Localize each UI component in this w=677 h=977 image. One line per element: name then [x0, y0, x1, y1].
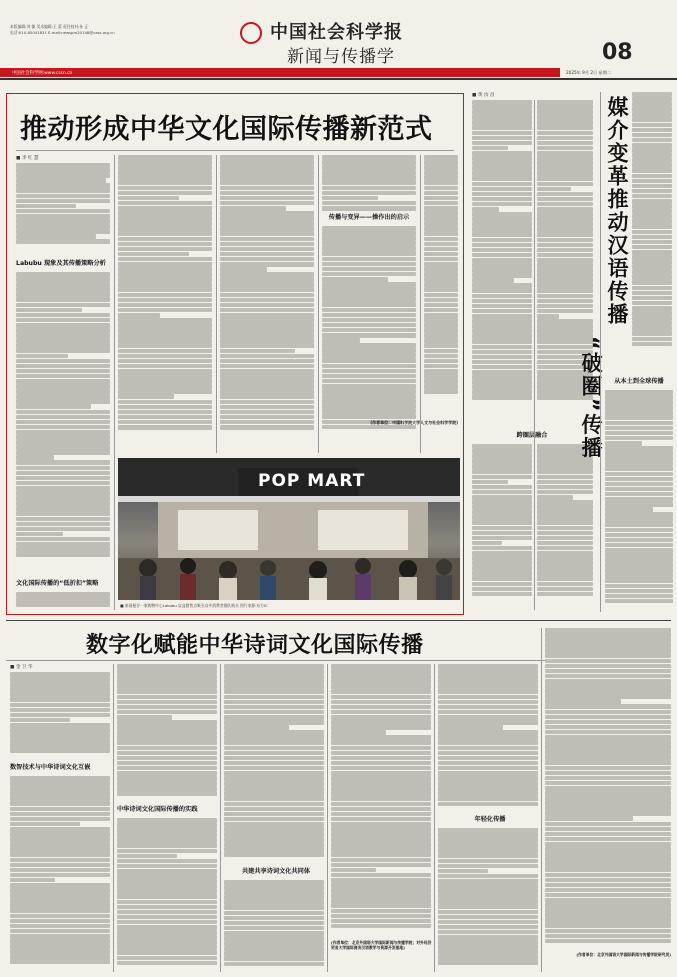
page-number: 08 [602, 40, 633, 65]
editor-info: 本版编辑:刘 婕 美术编辑:王 蒙 责任校对:孙 正 电话:010-85041831 E-mail:newspre20148@cass.org.cn [10, 24, 115, 35]
paper-name: 中国社会科学报 [270, 22, 403, 43]
article-1-col5-text [424, 155, 458, 415]
article-1-col3-text [220, 155, 314, 453]
article-3-colD-text [331, 664, 431, 939]
article-1-photo [118, 458, 460, 600]
masthead [0, 0, 677, 80]
article-3-subheading-2: 中华诗词文化国际传播的实践 [117, 806, 198, 813]
col-divider [113, 664, 114, 972]
col-divider [541, 628, 542, 972]
article-1-author-note: (作者单位：中国科学院大学人文与社会科学学院) [370, 420, 458, 425]
masthead-rule [0, 78, 677, 80]
newspaper-logo-icon [240, 22, 262, 44]
article-1-col4-text-top [322, 155, 416, 211]
article-2-col1-text-2 [472, 444, 532, 610]
article-3-subheading-3: 共建共享诗词文化共同体 [241, 868, 311, 875]
website-bar [0, 68, 560, 77]
article-1-col1-text-3 [16, 592, 110, 612]
article-2-headline-line2: “破圈”传播 [579, 336, 603, 460]
article-1-headline: 推动形成中华文化国际传播新范式 [20, 114, 433, 145]
article-1-headline-rule [16, 150, 454, 151]
col-divider [600, 92, 601, 612]
col-divider [216, 155, 217, 453]
article-3-author-note-2: (作者单位：北京外国语大学国际新闻与传播学院研究员) [576, 952, 671, 957]
col-divider [318, 155, 319, 453]
article-1-col1-text [16, 163, 110, 255]
col-divider [534, 100, 535, 610]
section-title: 新闻与传播学 [287, 47, 395, 67]
article-3-subheading-4: 年轻化传播 [474, 816, 506, 823]
article-1-photo-caption: ■ 泰国曼谷一家购物中心Labubu 盲盒销售点吸引众多消费者排队购买 图片来源:东方IC [120, 603, 268, 608]
article-3-author-note-1: (作者单位：北京外国语大学国际新闻与传播学院；对外经济贸易大学国际商务汉语教学与资源开发基地) [331, 940, 432, 950]
article-1-subheading-2: 文化国际传播的“低折扣”策略 [16, 580, 99, 587]
col-divider [220, 664, 221, 972]
section-rule [6, 620, 671, 621]
article-1-col2-text [118, 155, 212, 453]
article-3-author: ■ 金 卫 华 [10, 665, 33, 670]
article-1-col1-text-2 [16, 272, 110, 578]
article-3-colB-text [117, 664, 217, 804]
article-3-colE-text-2 [438, 828, 538, 971]
article-3-colA-text-2 [10, 776, 110, 971]
article-2-col3-text [632, 92, 672, 372]
col-divider [327, 664, 328, 972]
photo-sign: POP MART [258, 471, 366, 491]
article-3-subheading-1: 数智技术与中华诗词文化互嵌 [10, 764, 91, 771]
article-3-colF-text [545, 628, 671, 948]
article-3-colA-text [10, 672, 110, 762]
article-2-author: ■ 黄 汝 昌 [472, 93, 495, 98]
website: 中国社会科学网:www.cssn.cn [12, 70, 73, 76]
article-3-colC-text-2 [224, 880, 324, 971]
article-3-colC-text [224, 664, 324, 866]
article-2-col1-text [472, 100, 532, 425]
col-divider [434, 664, 435, 972]
article-3-colE-text [438, 664, 538, 814]
col-divider [420, 155, 421, 453]
article-2-subheading-1: 跨圈层融合 [516, 432, 548, 439]
article-3-headline: 数字化赋能中华诗词文化国际传播 [86, 633, 424, 658]
date-line: 2025年 9月 2日 星期二 [566, 70, 612, 75]
article-1-subheading-1: Labubu 现象及其传播策略分析 [16, 260, 106, 267]
article-2-col2-text-2 [537, 444, 593, 610]
article-1-subheading-3: 传播与变异——操作出的启示 [328, 214, 410, 221]
col-divider [114, 155, 115, 610]
article-2-subheading-2: 从本土到全球传播 [614, 378, 664, 385]
article-1-author: ■ 李 红 慧 [16, 156, 39, 161]
article-2-col3-text-2 [605, 390, 673, 615]
article-2-headline-line1: 媒介变革推动汉语传播 [605, 96, 629, 326]
article-3-colB-text-2 [117, 818, 217, 971]
